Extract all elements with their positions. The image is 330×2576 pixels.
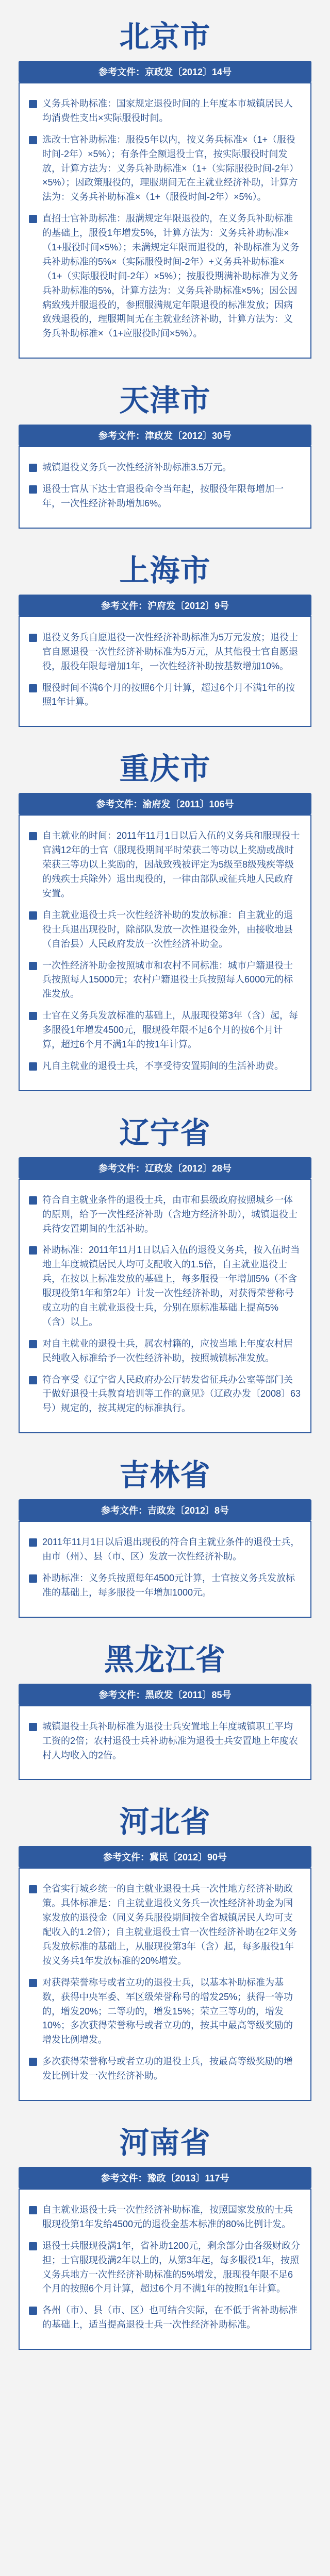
policy-item [29,1009,301,1052]
region-title: 天津市 [119,384,211,418]
policy-item [29,2055,301,2083]
square-bullet-icon [29,136,37,144]
policy-text: 对自主就业的退役士兵，属农村籍的，应按当地上年度农村居民纯收入标准给予一次性经济补助，按照城镇标准发放。 [42,1338,293,1363]
policy-item [29,1535,301,1564]
policy-text: 自主就业退役士兵一次性经济补助的发放标准：自主就业的退役士兵退出现役时，除部队发放一次性退役金外，由接收地县（自治县）人民政府发放一次性经济补助金。 [42,909,293,949]
region-section [19,546,311,727]
policy-item [29,1337,301,1366]
square-bullet-icon [29,1979,37,1987]
policy-text: 士官在义务兵发放标准的基础上，从服现役第3年（含）起，每多服役1年增发4500元，服现役年限不足6个月的按6个月计算，超过6个月不满1年的按1年计算。 [42,1010,299,1049]
policy-text: 城镇退役义务兵一次性经济补助标准3.5万元。 [42,462,232,473]
policy-box [19,616,311,727]
policy-text: 2011年11月1日以后退出现役的符合自主就业条件的退役士兵，由市（州）、县（市、区）发放一次性经济补助。 [42,1537,300,1562]
policy-text: 补助标准：义务兵按照每年4500元计算，士官按义务兵发放标准的基础上，每多服役一年增加1000元。 [42,1572,295,1598]
policy-box [19,2189,311,2350]
policy-box [19,82,311,359]
region-section [19,1109,311,1433]
square-bullet-icon [29,215,37,223]
policy-item [29,1720,301,1763]
policy-item [29,908,301,952]
square-bullet-icon [29,634,37,642]
reference-bar: 参考文件：辽政发〔2012〕28号 [19,1157,311,1179]
policy-item [29,212,301,341]
policy-item [29,97,301,126]
square-bullet-icon [29,1062,37,1071]
square-bullet-icon [29,1246,37,1255]
reference-bar: 参考文件：冀民〔2012〕90号 [19,1846,311,1868]
policy-text: 自主就业退役士兵一次性经济补助标准，按照国家发放的士兵服现役第1年发给4500元的退役金基本标准的80%比例计发。 [42,2205,293,2229]
policy-text: 多次获得荣誉称号或者立功的退役士兵，按最高等级奖励的增发比例计发一次性经济补助。 [42,2056,293,2081]
policy-text: 各州（市）、县（市、区）也可结合实际，在不低于省补助标准的基础上，适当提高退役士兵一次性经济补助标准。 [42,2305,298,2330]
square-bullet-icon [29,1538,37,1547]
square-bullet-icon [29,1376,37,1384]
policy-box [19,1521,311,1618]
policy-box [19,1705,311,1781]
policy-box [19,815,311,1091]
region-section [19,744,311,1091]
policy-text: 选改士官补助标准：服役5年以内，按义务兵标准×（1+（服役时间-2年）×5%）；有条件全额退役士官，按实际服役时间发放，计算方法为：义务兵补助标准×（1+（实际服役时间-2年）×5%）；因政策服役的，理服期间无在主就业经济补助，计算方法为：义务兵补助标准×（1+（服役时间-2年）×5%）。 [42,134,299,202]
policy-item [29,1373,301,1416]
policy-item [29,1571,301,1600]
policy-item [29,681,301,710]
policy-text: 城镇退役士兵补助标准为退役士兵安置地上年度城镇职工平均工资的2倍；农村退役士兵补助标准为退役士兵安置地上年度农村人均收入的2倍。 [42,1721,299,1760]
policy-text: 退役士兵服现役满1年，省补助1200元，剩余部分由各级财政分担；士官服现役满2年以上的，从第3年起，每多服役1年，按照义务兵地方一次性经济补助标准的5%增发，服现役年限不足6个月的按照6个月计算，超过6个月不满1年的按照1年计算。 [42,2240,301,2294]
policy-text: 服役时间不满6个月的按照6个月计算，超过6个月不满1年的按照1年计算。 [42,682,295,707]
policy-item [29,461,301,475]
region-title: 河北省 [119,1805,211,1839]
reference-bar: 参考文件：黑政发〔2011〕85号 [19,1684,311,1705]
square-bullet-icon [29,1196,37,1205]
square-bullet-icon [29,911,37,920]
policy-text: 直招士官补助标准：服满规定年限退役的，在义务兵补助标准的基础上，服役1年增发5%，计算方法为：义务兵补助标准×（1+服役时间×5%）；未满规定年限而退役的，补助标准为义务兵补助标准的5%×（实际服役时间-2年）+义务兵补助标准×（1+（实际服役时间-2年）×5%）；按服役期满补助标准为义务兵补助标准的5%，计算方法为：义务兵补助标准×5%；因公因病致残并服退役的，参照服满规定年限退役的标准发放；因病致残退役的，理服期间无在主就业经济补助，计算方法为：义务兵补助标准×（1+应服役时间×5%）。 [42,213,300,339]
region-section [19,376,311,529]
square-bullet-icon [29,100,37,108]
policy-text: 符合享受《辽宁省人民政府办公厅转发省征兵办公室等部门关于做好退役士兵教育培训等工作的意见》（辽政办发〔2008〕63号）规定的，按其规定的标准执行。 [42,1374,301,1414]
region-title: 上海市 [119,553,211,587]
policy-item [29,829,301,901]
reference-bar: 参考文件：豫政〔2013〕117号 [19,2167,311,2189]
region-section [19,1798,311,2101]
square-bullet-icon [29,464,37,472]
policy-item [29,1243,301,1329]
square-bullet-icon [29,2058,37,2066]
region-title: 重庆市 [119,752,211,786]
square-bullet-icon [29,2242,37,2250]
reference-bar: 参考文件：吉政发〔2012〕8号 [19,1499,311,1521]
policy-item [29,2203,301,2232]
square-bullet-icon [29,485,37,494]
policy-item [29,959,301,1002]
policy-item [29,2303,301,2332]
reference-bar: 参考文件：京政发〔2012〕14号 [19,61,311,82]
policy-text: 退役士官从下达士官退役命令当年起，按服役年限每增加一年，一次性经济补助增加6%。 [42,484,284,509]
policy-text: 对获得荣誉称号或者立功的退役士兵，以基本补助标准为基数，获得中央军委、军区级荣誉称号的增发25%；获得一等功的，增发20%；二等功的，增发15%；荣立三等功的，增发10%；多次获得荣誉称号或者立功的，按其中最高等级奖励的增发比例增发。 [42,1977,293,2045]
policy-text: 义务兵补助标准：国家规定退役时间的上年度本市城镇居民人均消费性支出×实际服役时间。 [42,98,293,123]
square-bullet-icon [29,2307,37,2315]
policy-item [29,2239,301,2297]
square-bullet-icon [29,2206,37,2214]
policy-item [29,1059,301,1074]
region-section [19,12,311,359]
reference-bar: 参考文件：津政发〔2012〕30号 [19,425,311,446]
square-bullet-icon [29,684,37,692]
policy-text: 符合自主就业条件的退役士兵，由市和县级政府按照城乡一体的原则，给予一次性经济补助（含地方经济补助），城镇退役士兵待安置期间的生活补助。 [42,1194,298,1234]
region-title: 北京市 [119,20,211,54]
policy-item [29,482,301,511]
square-bullet-icon [29,1723,37,1731]
policy-item [29,1193,301,1236]
policy-box [19,446,311,529]
policy-box [19,1868,311,2101]
policy-item [29,1882,301,1968]
region-section [19,2119,311,2350]
policy-text: 退役义务兵自愿退役一次性经济补助标准为5万元发放；退役士官自愿退役一次性经济补助标准为5万元，从其他役士官自愿退役，服役年限每增加1年，一次性经济补助按基数增加10%。 [42,632,299,671]
region-title: 吉林省 [119,1459,211,1493]
policy-text: 自主就业的时间：2011年11月1日以后入伍的义务兵和服现役士官满12年的士官（服现役期间平时荣获二等功以上奖励或战时荣获三等功以上奖励的，因战致残被评定为5级至8级残疾等级的残疾士兵除外）退出现役的，一律由部队或征兵地人民政府安置。 [42,831,300,899]
policy-text: 补助标准：2011年11月1日以后入伍的退役义务兵，按入伍时当地上年度城镇居民人均可支配收入的1.5倍，自主就业退役士兵，在按以上标准发放的基础上，每多服役一年增加5%（不含服现役第1年和第2年）计发一次性经济补助，对获得荣誉称号或立功的自主就业退役士兵，分别在原标准基础上提高5%（含）以上。 [42,1245,300,1327]
policy-item [29,631,301,674]
policy-text: 一次性经济补助金按照城市和农村不同标准：城市户籍退役士兵按照每人15000元；农村户籍退役士兵按照每人6000元的标准发放。 [42,960,293,999]
square-bullet-icon [29,832,37,840]
reference-bar: 参考文件：渝府发〔2011〕106号 [19,793,311,815]
square-bullet-icon [29,962,37,970]
policy-item [29,1976,301,2047]
region-title: 河南省 [119,2126,211,2160]
policy-text: 凡自主就业的退役士兵，不享受待安置期间的生活补助费。 [42,1060,284,1071]
square-bullet-icon [29,1885,37,1893]
policy-box [19,1179,311,1433]
region-title: 辽宁省 [119,1116,211,1150]
region-section [19,1635,311,1781]
policy-text: 全省实行城乡统一的自主就业退役士兵一次性地方经济补助政策。具体标准是：自主就业退役义务兵一次性经济补助金为国家发放的退役金（同义务兵服役期间按全省城镇居民人均可支配收入的1.2倍）；自主就业退役士官一次性经济补助在2年义务兵发放标准的基础上，从服现役第3年（含）起，每多服役1年按义务兵1年发放标准的20%增发。 [42,1884,298,1966]
region-title: 黑龙江省 [104,1642,226,1676]
policy-item [29,133,301,205]
reference-bar: 参考文件：沪府发〔2012〕9号 [19,595,311,616]
square-bullet-icon [29,1012,37,1020]
region-section [19,1451,311,1618]
square-bullet-icon [29,1340,37,1348]
square-bullet-icon [29,1574,37,1583]
